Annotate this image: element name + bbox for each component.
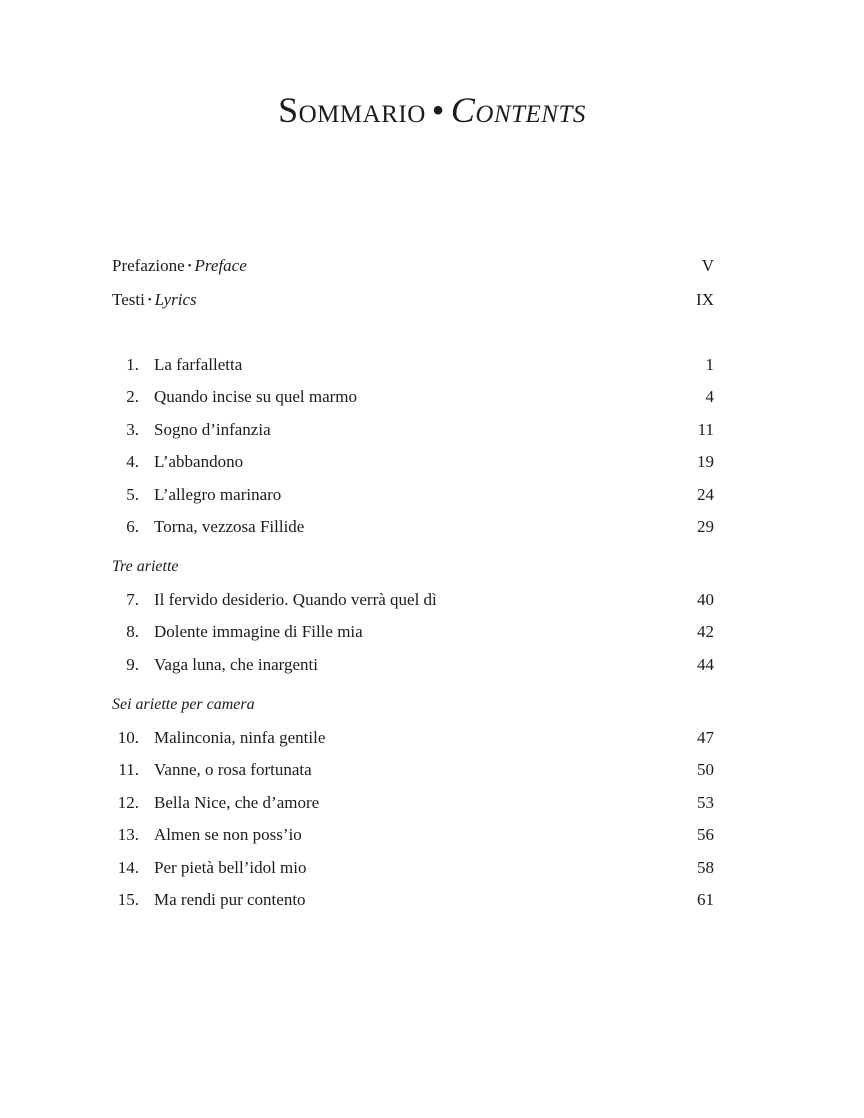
toc-page-number: 4 [705, 387, 714, 406]
toc-entry[interactable] [112, 450, 714, 474]
toc-number: 9. [126, 655, 139, 674]
toc-label: Prefazione • Preface [112, 256, 247, 275]
toc-number: 12. [117, 793, 139, 812]
toc-number: 4. [126, 452, 139, 471]
toc-entry[interactable] [112, 888, 714, 912]
title-separator: • [431, 90, 445, 130]
toc-entry[interactable] [112, 483, 714, 507]
toc-number: 15. [117, 890, 139, 909]
toc-entry[interactable] [112, 418, 714, 442]
toc-number: 3. [126, 420, 139, 439]
toc-page-number: V [701, 256, 714, 275]
toc-entry[interactable] [112, 653, 714, 677]
section-heading-sei-ariette: Sei ariette per camera [112, 696, 255, 713]
toc-entry[interactable] [112, 856, 714, 880]
toc-page-number: 29 [697, 517, 714, 536]
toc-entry[interactable] [112, 353, 714, 377]
toc-page-number: 40 [697, 590, 714, 609]
toc-number: 1. [126, 355, 139, 374]
toc-page-number: 50 [697, 760, 714, 779]
title-italian: Sommario [278, 90, 426, 130]
toc-page-number: 19 [697, 452, 714, 471]
toc-title: Dolente immagine di Fille mia [154, 622, 363, 641]
toc-page-number: 61 [697, 890, 714, 909]
toc-entry[interactable] [112, 823, 714, 847]
toc-title: Vaga luna, che inargenti [154, 655, 318, 674]
toc-page-number: 42 [697, 622, 714, 641]
toc-entry[interactable] [112, 758, 714, 782]
toc-number: 14. [117, 858, 139, 877]
toc-label: Testi • Lyrics [112, 290, 197, 309]
toc-title: Torna, vezzosa Fillide [154, 517, 305, 536]
toc-entry[interactable] [112, 385, 714, 409]
toc-number: 6. [126, 517, 139, 536]
toc-page-number: 44 [697, 655, 714, 674]
toc-page-number: IX [696, 290, 714, 309]
toc-title: Quando incise su quel marmo [154, 387, 358, 406]
toc-title: Il fervido desiderio. Quando verrà quel dì [154, 590, 437, 609]
toc-entry[interactable] [112, 620, 714, 644]
toc-entry-lyrics[interactable] [112, 288, 714, 312]
toc-entry[interactable] [112, 588, 714, 612]
toc-number: 8. [126, 622, 139, 641]
toc-title: L’abbandono [154, 452, 244, 471]
toc-entry[interactable] [112, 791, 714, 815]
toc-entry[interactable] [112, 515, 714, 539]
toc-number: 10. [117, 728, 139, 747]
page-title [0, 92, 864, 128]
toc-number: 7. [126, 590, 139, 609]
toc-page-number: 11 [697, 420, 714, 439]
toc-entry-preface[interactable] [112, 254, 714, 278]
toc-page-number: 53 [697, 793, 714, 812]
toc-page-number: 47 [697, 728, 714, 747]
toc-title: Malinconia, ninfa gentile [154, 728, 326, 747]
toc-title: Per pietà bell’idol mio [154, 858, 307, 877]
toc-page-number: 24 [697, 485, 714, 504]
title-english: Contents [450, 90, 586, 130]
toc-entry[interactable] [112, 726, 714, 750]
toc-title: La farfalletta [154, 355, 243, 374]
toc-title: L’allegro marinaro [154, 485, 282, 504]
toc-number: 13. [117, 825, 139, 844]
toc-number: 11. [118, 760, 139, 779]
section-heading-tre-ariette: Tre ariette [112, 558, 179, 575]
toc-page-number: 1 [705, 355, 714, 374]
toc-title: Vanne, o rosa fortunata [154, 760, 312, 779]
toc-number: 2. [126, 387, 139, 406]
toc-page-number: 56 [697, 825, 714, 844]
toc-title: Almen se non poss’io [154, 825, 302, 844]
toc-title: Sogno d’infanzia [154, 420, 271, 439]
toc-title: Ma rendi pur contento [154, 890, 306, 909]
toc-page-number: 58 [697, 858, 714, 877]
toc-number: 5. [126, 485, 139, 504]
toc-title: Bella Nice, che d’amore [154, 793, 320, 812]
